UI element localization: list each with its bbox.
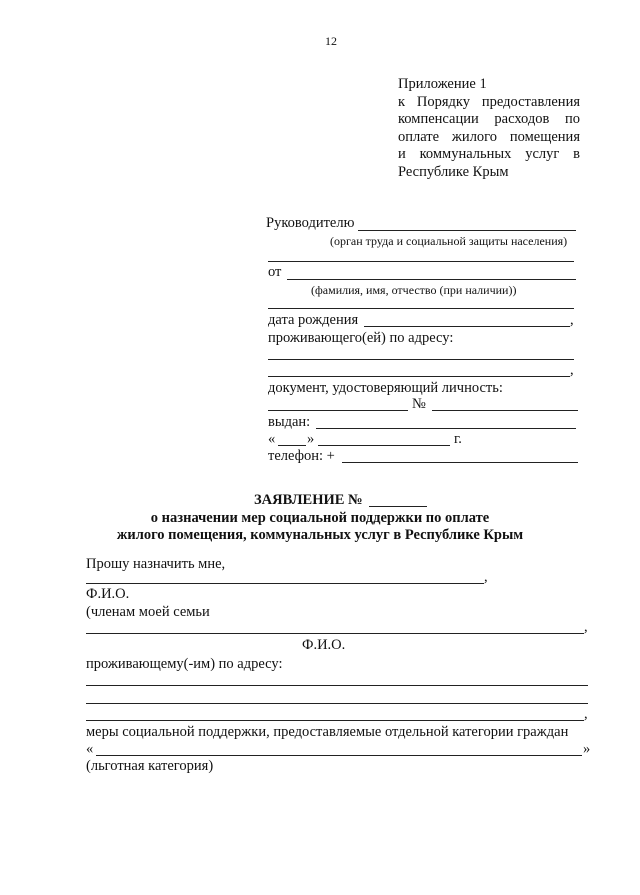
comma: ,	[584, 706, 588, 722]
head-to-label: Руководителю	[266, 215, 355, 231]
issued-label: выдан:	[268, 414, 311, 430]
fio-caption: Ф.И.О.	[86, 586, 130, 602]
id-number-line	[432, 410, 578, 411]
id-document-label: документ, удостоверяющий личность:	[268, 380, 503, 396]
comma: ,	[570, 362, 574, 378]
address-text: проживающему(-им) по адресу:	[86, 656, 283, 672]
quote-open: «	[268, 431, 276, 447]
appendix-block	[398, 76, 580, 181]
quote-close: »	[583, 741, 591, 757]
appendix-line: к Порядку предоставления	[398, 93, 580, 110]
page-number: 12	[325, 34, 337, 48]
day-line	[278, 445, 306, 446]
from-label: от	[268, 264, 282, 280]
birth-date-label: дата рождения	[268, 312, 359, 328]
appendix-line: оплате жилого помещения	[398, 128, 580, 145]
phone-line	[342, 462, 578, 463]
number-sign: №	[412, 396, 426, 412]
from-line	[287, 279, 576, 280]
address-line	[268, 359, 574, 360]
address-line	[86, 703, 588, 704]
family-fio-line	[86, 633, 584, 634]
title-line: о назначении мер социальной поддержки по оплате	[150, 510, 490, 526]
head-to-line	[358, 230, 576, 231]
address-line	[86, 685, 588, 686]
birth-date-line	[364, 326, 570, 327]
issued-line	[316, 428, 576, 429]
blank-line	[268, 308, 574, 309]
fio-caption: Ф.И.О.	[302, 637, 346, 653]
date-line	[318, 445, 450, 446]
comma: ,	[584, 619, 588, 635]
address-line	[268, 376, 570, 377]
appendix-line: компенсации расходов по	[398, 111, 580, 127]
category-caption: (льготная категория)	[86, 758, 214, 774]
quote-close: »	[307, 431, 315, 447]
title-line: ЗАЯВЛЕНИЕ №	[254, 492, 363, 508]
measures-text: меры социальной поддержки, предоставляемые отдельной категории граждан	[86, 724, 569, 740]
appendix-line: и коммунальных услуг в	[398, 146, 580, 162]
from-hint: (фамилия, имя, отчество (при наличии))	[311, 283, 517, 297]
id-series-line	[268, 410, 408, 411]
comma: ,	[484, 569, 488, 585]
fio-line	[86, 583, 484, 584]
title-number-line	[369, 506, 427, 507]
quote-open: «	[86, 741, 94, 757]
phone-label: телефон: +	[268, 448, 335, 464]
year-abbr: г.	[454, 431, 462, 447]
appendix-line: Приложение 1	[398, 76, 487, 92]
head-to-hint: (орган труда и социальной защиты населения)	[330, 234, 568, 248]
title-line: жилого помещения, коммунальных услуг в Республике Крым	[116, 527, 524, 543]
address-line	[86, 720, 584, 721]
comma: ,	[570, 312, 574, 328]
family-text: (членам моей семьи	[86, 604, 210, 620]
blank-line	[268, 261, 574, 262]
residing-label: проживающего(ей) по адресу:	[268, 330, 454, 346]
category-line	[96, 755, 582, 756]
request-text: Прошу назначить мне,	[86, 556, 226, 572]
appendix-line: Республике Крым	[398, 163, 509, 180]
